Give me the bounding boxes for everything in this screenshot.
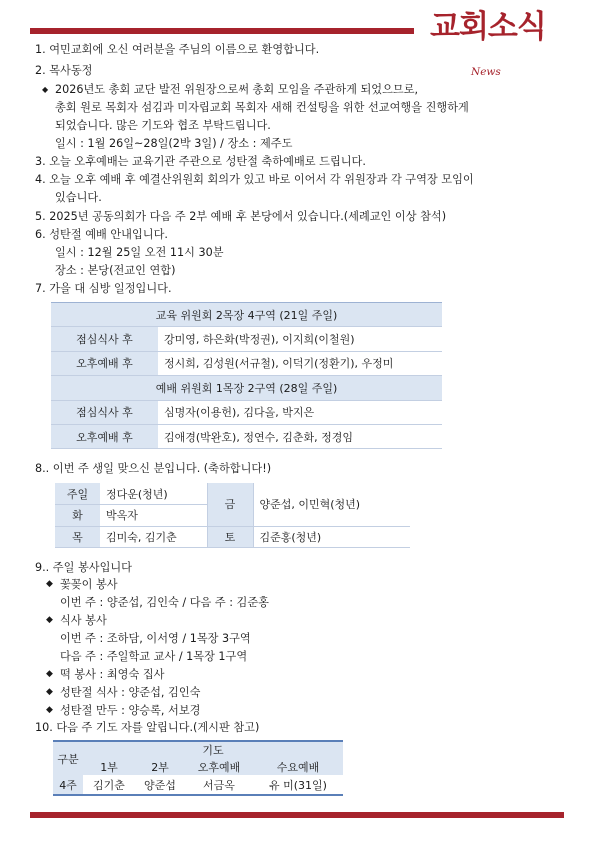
prayer-cell: 양준섭	[135, 775, 185, 795]
item-9-christmas-dumplings: 성탄절 만두 : 양승록, 서보경	[60, 704, 201, 717]
item-3: 3. 오늘 오후예배는 교육기관 주관으로 성탄절 축하예배로 드립니다.	[35, 155, 366, 168]
dot-bullet-icon: ◆	[46, 579, 53, 589]
item-6-line-1: 일시 : 12월 25일 오전 11시 30분	[55, 246, 224, 259]
birthday-day: 토	[207, 526, 253, 548]
prayer-col-header: 기도	[83, 741, 343, 758]
footer-bar	[30, 812, 564, 818]
diamond-bullet-icon: ◆	[42, 85, 49, 94]
item-9-meal-this-week: 이번 주 : 조하담, 이서영 / 1목장 3구역	[60, 632, 251, 645]
item-6-line-2: 장소 : 본당(전교인 연합)	[55, 264, 176, 277]
prayer-col-2: 2부	[135, 758, 185, 775]
item-4-line-1: 4. 오늘 오후 예배 후 예결산위원회 회의가 있고 바로 이어서 각 위원장과 각 구역장 모임이	[35, 173, 474, 186]
birthday-names: 양준섭, 이민혁(청년)	[253, 483, 410, 526]
birthday-day: 목	[55, 526, 100, 548]
visitation-row-value: 김애경(박완호), 정연수, 김춘화, 정경임	[158, 424, 442, 448]
prayer-col-wed: 수요예배	[253, 758, 343, 775]
dot-bullet-icon: ◆	[46, 615, 53, 625]
item-10: 10. 다음 주 기도 자를 알립니다.(게시판 참고)	[35, 721, 260, 734]
birthday-day: 화	[55, 505, 100, 527]
item-2: 2. 목사동정	[35, 64, 93, 77]
prayer-col-1: 1부	[83, 758, 135, 775]
visitation-row-value: 정시희, 김성원(서규철), 이덕기(정환기), 우정미	[158, 351, 442, 375]
item-9-meal: 식사 봉사	[60, 614, 107, 627]
item-7: 7. 가을 대 심방 일정입니다.	[35, 282, 172, 295]
item-5: 5. 2025년 공동의회가 다음 주 2부 예배 후 본당에서 있습니다.(세례교인 이상 참석)	[35, 210, 447, 223]
item-2-line-3: 되었습니다. 많은 기도와 협조 부탁드립니다.	[55, 119, 271, 132]
visitation-row-label: 점심식사 후	[51, 327, 158, 351]
prayer-cell: 유 미(31일)	[253, 775, 343, 795]
visitation-row-value: 심명자(이용헌), 김다올, 박지은	[158, 400, 442, 424]
item-9-meal-next-week: 다음 주 : 주일학교 교사 / 1목장 1구역	[60, 650, 248, 663]
visitation-row-label: 점심식사 후	[51, 400, 158, 424]
prayer-table	[53, 740, 343, 796]
prayer-cell: 김기춘	[83, 775, 135, 795]
item-9-flower: 꽃꽂이 봉사	[60, 578, 118, 591]
prayer-row-label: 4주	[53, 775, 83, 795]
header-bar	[30, 28, 414, 34]
visitation-group-2-header: 예배 위원회 1목장 2구역 (28일 주일)	[51, 376, 442, 400]
item-9-christmas-meal: 성탄절 식사 : 양준섭, 김인숙	[60, 686, 201, 699]
dot-bullet-icon: ◆	[46, 687, 53, 697]
birthday-day: 주일	[55, 483, 100, 505]
visitation-group-1-header: 교육 위원회 2목장 4구역 (21일 주일)	[51, 303, 442, 327]
item-2-line-4: 일시 : 1월 26일~28일(2박 3일) / 장소 : 제주도	[55, 137, 293, 150]
visitation-row-label: 오후예배 후	[51, 351, 158, 375]
visitation-table	[51, 302, 442, 449]
item-9-rice-cake: 떡 봉사 : 최영숙 집사	[60, 668, 165, 681]
item-2-line-1: 2026년도 총회 교단 발전 위원장으로써 총회 모임을 주관하게 되었으므로,	[55, 83, 419, 96]
bulletin-logo-subtitle: News	[471, 66, 501, 78]
item-8: 8.. 이번 주 생일 맞으신 분입니다. (축하합니다!)	[35, 462, 272, 475]
birthday-names: 김준홍(청년)	[253, 526, 410, 548]
bulletin-logo-title: 교회소식	[430, 9, 546, 45]
birthday-names: 정다운(청년)	[100, 483, 207, 505]
birthday-names: 김미숙, 김기춘	[100, 526, 207, 548]
birthday-day: 금	[207, 483, 253, 526]
prayer-col-group: 구분	[53, 741, 83, 775]
item-6: 6. 성탄절 예배 안내입니다.	[35, 228, 168, 241]
dot-bullet-icon: ◆	[46, 669, 53, 679]
prayer-cell: 서금옥	[185, 775, 253, 795]
birthday-table	[55, 483, 410, 548]
item-1: 1. 여민교회에 오신 여러분을 주님의 이름으로 환영합니다.	[35, 43, 320, 56]
item-9-flower-detail: 이번 주 : 양준섭, 김인숙 / 다음 주 : 김준홍	[60, 596, 269, 609]
prayer-col-pm: 오후예배	[185, 758, 253, 775]
dot-bullet-icon: ◆	[46, 705, 53, 715]
visitation-row-value: 강미영, 하은화(박정권), 이지희(이철원)	[158, 327, 442, 351]
item-4-line-2: 있습니다.	[55, 191, 102, 204]
item-9: 9.. 주일 봉사입니다	[35, 561, 132, 574]
visitation-row-label: 오후예배 후	[51, 424, 158, 448]
item-2-line-2: 총회 원로 목회자 섬김과 미자립교회 목회자 새해 컨설팅을 위한 선교여행을 진행하게	[55, 101, 469, 114]
birthday-names: 박옥자	[100, 505, 207, 527]
